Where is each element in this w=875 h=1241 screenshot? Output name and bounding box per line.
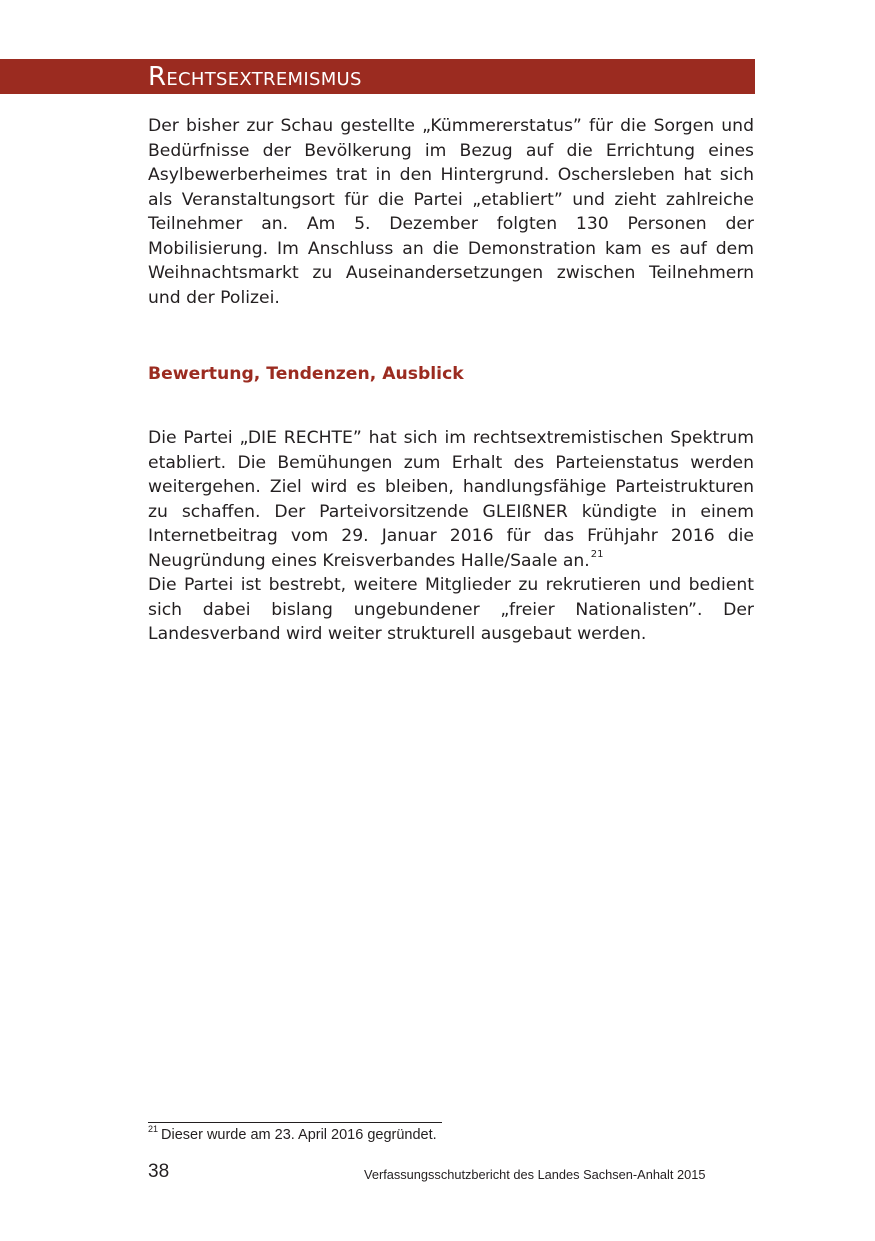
footnote-number: 21 bbox=[148, 1124, 159, 1135]
body-paragraph-1: Der bisher zur Schau gestellte „Kümmererstatus” für die Sorgen und Bedürfnisse der Bevölkerung im Bezug auf die Errichtung eines Asylbewerberheimes trat in den Hintergrund. Oschersleben hat sich als Veranstaltungsort für die Partei „etabliert” und zieht zahlreiche Teilnehmer an. Am 5. Dezember folgten 130 Personen der Mobilisierung. Im Anschluss an die Demonstration kam es auf dem Weihnachtsmarkt zu Auseinandersetzungen zwischen Teilnehmern und der Polizei. bbox=[148, 116, 754, 308]
footnote-divider bbox=[148, 1122, 442, 1123]
body-paragraph-2-text: Die Partei „DIE RECHTE” hat sich im rechtsextremistischen Spektrum etabliert. Die Bemühungen zum Erhalt des Parteienstatus werden weitergehen. Ziel wird es bleiben, handlungsfähige Parteistrukturen zu schaffen. Der Parteivorsitzende GLEIßNER kündigte in einem Internetbeitrag vom 29. Januar 2016 für das Frühjahr 2016 die Neugründung eines Kreisverbandes Halle/Saale an. bbox=[148, 428, 754, 571]
chapter-header-bar bbox=[0, 59, 755, 94]
chapter-title: Rechtsextremismus bbox=[148, 62, 362, 92]
footnote-reference[interactable]: 21 bbox=[590, 548, 604, 560]
body-paragraph-2 bbox=[148, 426, 754, 573]
page-number: 38 bbox=[148, 1161, 170, 1182]
footnote-text: Dieser wurde am 23. April 2016 gegründet. bbox=[161, 1127, 437, 1143]
assessment-section-text bbox=[148, 426, 754, 647]
running-footer-title: Verfassungsschutzbericht des Landes Sachsen-Anhalt 2015 bbox=[364, 1167, 706, 1182]
footnote bbox=[148, 1126, 437, 1144]
body-paragraph-3: Die Partei ist bestrebt, weitere Mitglieder zu rekrutieren und bedient sich dabei bislang ungebundener „freier Nationalisten”. Der Landesverband wird weiter strukturell ausgebaut werden. bbox=[148, 575, 754, 644]
section-heading: Bewertung, Tendenzen, Ausblick bbox=[148, 364, 464, 384]
